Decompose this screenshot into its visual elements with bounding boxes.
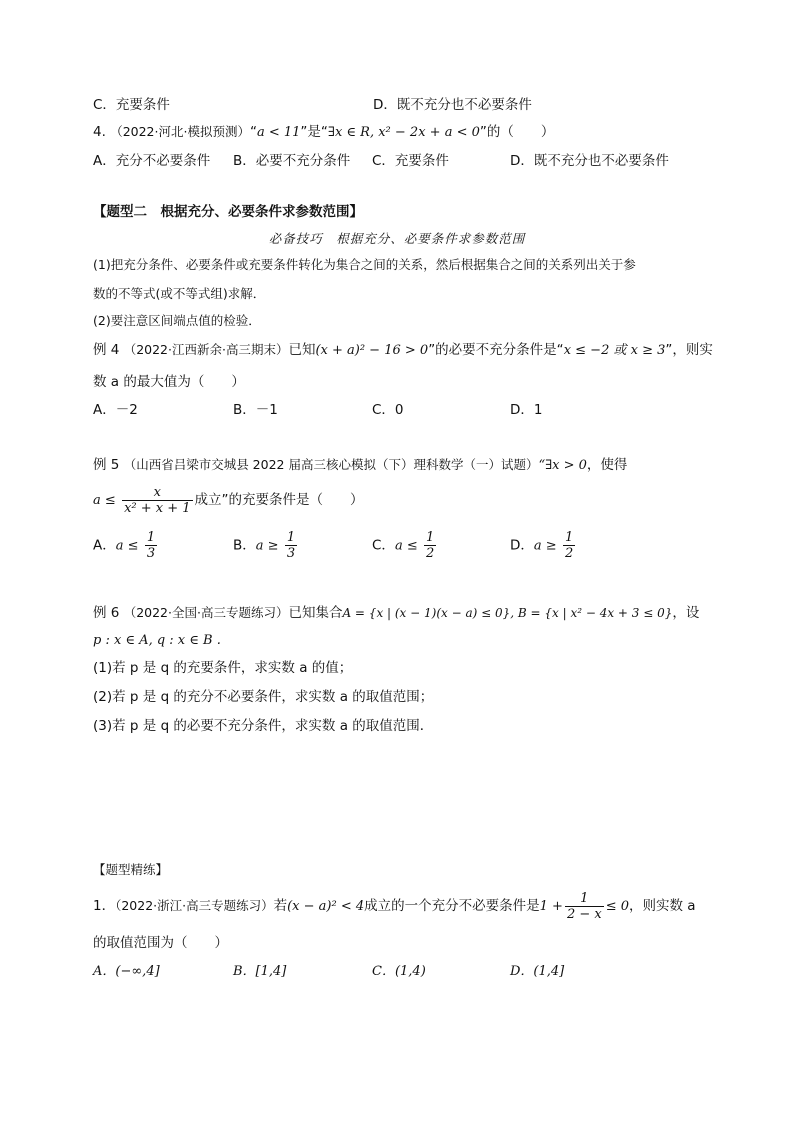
q3-option-c: C．充要条件	[93, 97, 170, 113]
ex5-option-b-frac	[285, 530, 297, 561]
q3-option-d: D．既不充分也不必要条件	[373, 97, 532, 113]
ex5-option-a-num: 1	[146, 530, 156, 545]
ex5-option-c-den: 2	[426, 546, 435, 561]
ex6-sub1: (1)若 p 是 q 的充要条件，求实数 a 的值；	[93, 660, 353, 676]
ex5-stem	[93, 455, 627, 476]
ex5-option-a-den: 3	[146, 546, 156, 561]
ex6-pre: 已知集合	[288, 605, 343, 621]
ex5-option-d-letter: D．	[510, 537, 534, 554]
ex4-option-b: B．－1	[233, 402, 278, 418]
practice-q1-expr: (x − a)² < 4	[287, 899, 365, 914]
practice-q1-mid: 成立的一个充分不必要条件是	[364, 898, 540, 914]
ex5-option-a-letter: A．	[93, 537, 116, 554]
practice-title: 【题型精练】	[93, 862, 169, 877]
practice-q1-frac-den: 2 − x	[566, 906, 602, 922]
ex4-option-a: A．－2	[93, 402, 138, 418]
ex6-source: （2022·全国·高三专题练习）	[123, 605, 289, 620]
ex5-label: 例 5	[93, 457, 120, 473]
ex6-line2: p : x ∈ A, q : x ∈ B .	[93, 633, 221, 648]
ex6-post: ，设	[672, 605, 700, 621]
practice-option-b: B．[1,4]	[233, 964, 287, 979]
ex5-option-c	[372, 530, 438, 561]
ex6-sub2: (2)若 p 是 q 的充分不必要条件，求实数 a 的取值范围；	[93, 689, 434, 705]
practice-q1-frac	[565, 891, 604, 922]
ex4-cond: x ≤ −2 或 x ≥ 3	[563, 343, 666, 358]
ex5-option-d	[510, 530, 577, 561]
ex5-option-d-den: 2	[564, 546, 574, 561]
practice-option-a: A．(−∞,4]	[93, 964, 160, 979]
ex5-option-b-den: 3	[286, 546, 296, 561]
ex5-option-b-num: 1	[286, 530, 296, 545]
q4-stem-end: ”的（ ）	[479, 124, 555, 140]
ex5-option-b-letter: B．	[233, 537, 256, 554]
ex4-pre: 已知	[288, 342, 316, 358]
practice-q1-lhs: 1 +	[539, 899, 563, 914]
q4-option-d: D．既不充分也不必要条件	[510, 153, 669, 169]
ex5-option-d-frac	[563, 530, 575, 561]
ex5-option-c-frac	[424, 530, 436, 561]
ex5-option-a	[93, 530, 159, 561]
ex6-sets: A = {x | (x − 1)(x − a) ≤ 0}, B = {x | x² − 4x + 3 ≤ 0}	[342, 606, 673, 620]
ex5-option-d-rel: a ≥	[533, 538, 557, 554]
ex5-tail: 成立”的充要条件是（ ）	[194, 492, 364, 508]
section2-title: 【题型二 根据充分、必要条件求参数范围】	[93, 204, 363, 220]
ex5-fraction	[122, 485, 192, 516]
ex4-option-c: C．0	[372, 402, 404, 418]
q4-option-c: C．充要条件	[372, 153, 449, 169]
ex5-option-b-rel: a ≥	[255, 538, 279, 554]
tip1-line1: (1)把充分条件、必要条件或充要条件转化为集合之间的关系，然后根据集合之间的关系列出关于参	[93, 257, 636, 272]
q4-option-a: A．充分不必要条件	[93, 153, 211, 169]
ex4-source: （2022·江西新余·高三期末）	[123, 342, 289, 357]
q4-source: （2022·河北·模拟预测）	[110, 124, 250, 139]
q4-option-b: B．必要不充分条件	[233, 153, 351, 169]
ex4-expr: (x + a)² − 16 > 0	[315, 343, 429, 358]
ex5-option-d-num: 1	[564, 530, 574, 545]
ex5-frac-num: x	[122, 485, 192, 501]
q4-number: 4.	[93, 124, 106, 140]
tip2: (2)要注意区间端点值的检验．	[93, 313, 261, 328]
q4-quote-mid: ”是“	[300, 124, 328, 140]
practice-option-c: C．(1,4)	[372, 964, 426, 979]
practice-q1-num: 1．	[93, 898, 116, 914]
ex4-option-d: D．1	[510, 402, 543, 418]
practice-q1-line2: 的取值范围为（ ）	[93, 935, 228, 951]
ex4-line2: 数 a 的最大值为（ ）	[93, 374, 245, 390]
ex5-option-b	[233, 530, 299, 561]
practice-option-d: D．(1,4]	[510, 964, 565, 979]
tip-title: 必备技巧 根据充分、必要条件求参数范围	[268, 231, 526, 246]
practice-q1-stem	[93, 890, 696, 923]
ex5-post: ，使得	[586, 457, 628, 473]
ex5-lhs: a ≤	[93, 493, 116, 508]
ex5-option-a-frac	[145, 530, 157, 561]
tip1-line2: 数的不等式(或不等式组)求解．	[93, 286, 266, 301]
ex6-sub3: (3)若 p 是 q 的必要不充分条件，求实数 a 的取值范围．	[93, 718, 434, 734]
ex4-mid: ”的必要不充分条件是“	[428, 342, 564, 358]
ex5-option-a-rel: a ≤	[115, 538, 139, 554]
ex4-label: 例 4	[93, 342, 120, 358]
ex4-post: ”，则实	[665, 342, 713, 358]
q4-quote-open: “	[249, 124, 257, 140]
ex5-option-c-letter: C．	[372, 537, 395, 554]
ex5-frac-den: x² + x + 1	[124, 500, 191, 516]
ex4-stem	[93, 340, 713, 361]
ex5-option-c-num: 1	[426, 530, 435, 545]
practice-q1-frac-num: 1	[565, 891, 604, 907]
practice-q1-post: ，则实数 a	[629, 898, 696, 914]
ex6-label: 例 6	[93, 605, 120, 621]
ex5-option-c-rel: a ≤	[394, 538, 418, 554]
ex6-stem	[93, 603, 699, 623]
q4-cond-b: ∃x ∈ R, x² − 2x + a < 0	[327, 125, 480, 140]
ex5-cond: “∃x > 0	[538, 458, 587, 473]
q4-cond-a: a < 11	[256, 125, 301, 140]
practice-q1-source: （2022·浙江·高三专题练习）	[115, 898, 274, 913]
practice-q1-pre: 若	[273, 898, 288, 914]
ex5-line2	[93, 484, 364, 517]
q4-stem	[93, 122, 554, 143]
practice-q1-rhs: ≤ 0	[605, 899, 629, 914]
ex5-source: （山西省吕梁市交城县 2022 届高三核心模拟（下）理科数学（一）试题）	[123, 457, 539, 472]
